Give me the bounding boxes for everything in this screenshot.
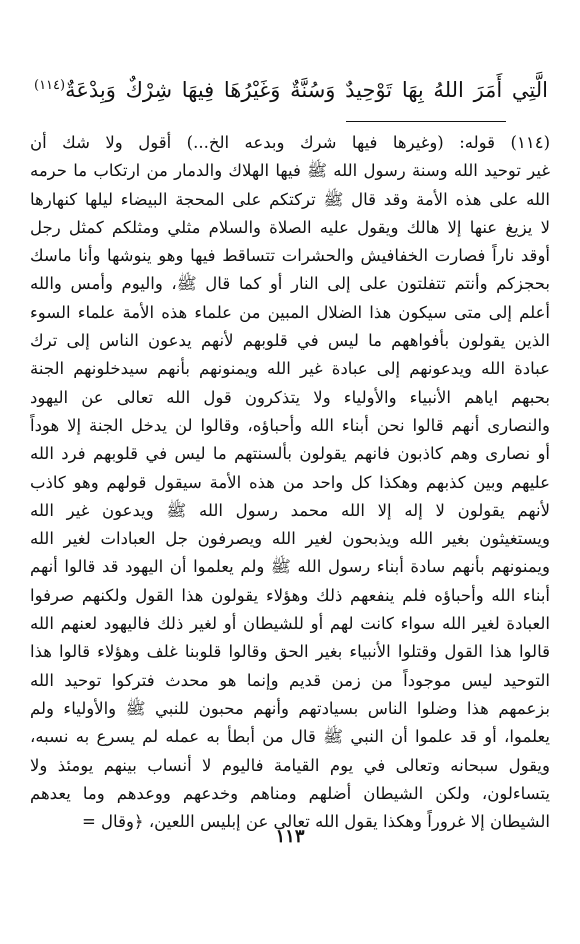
commentary-line: بحبهم اياهم الأنبياء والأولياء ولا يتذكرون قول الله تعالى عن اليهود bbox=[30, 387, 550, 407]
verse-footnote-ref: (١١٤) bbox=[34, 78, 66, 93]
commentary-line: والنصارى أنهم قالوا نحن أبناء الله وأحباؤه، وقالوا لن يدخل الجنة إلا هوداً bbox=[30, 415, 550, 435]
commentary-line: أوقد ناراً فصارت الخفافيش والحشرات تتساقط فيها وهو ينوشها وأنا ماسك bbox=[30, 246, 550, 266]
commentary-line: الشيطان إلا غروراً وهكذا يقول الله تعالى عن إبليس اللعين، ﴿وقال = bbox=[81, 812, 550, 832]
commentary-line: الذين يقولون بأفواههم ما ليس في قلوبهم لأنهم يدعون الناس إلى ترك bbox=[30, 331, 550, 351]
commentary-line: قالوا هذا القول وقتلوا الأنبياء بغير الحق وقالوا قلوبنا غلف وهؤلاء قالوا هذا bbox=[30, 642, 550, 662]
commentary-line: يتساءلون، ولكن الشيطان أضلهم ومناهم وخدعهم ووعدهم وما يعدهم bbox=[30, 783, 550, 803]
commentary-line: بزعمهم هذا وضلوا الناس بسيادتهم وأنهم محبون للنبي ﷺ والأولياء ولم bbox=[30, 698, 550, 718]
commentary-line: غير توحيد الله وسنة رسول الله ﷺ فيها الهلاك والدمار من ارتكاب ما حرمه bbox=[30, 161, 550, 181]
commentary-line: عليهم وبين كذبهم وهكذا كل واحد من هذه الأمة سيقول قولهم وهو كاذب bbox=[30, 472, 550, 492]
commentary-line: التوحيد ليس موجوداً من زمن قديم وإنما هو محدث فتركوا توحيد الله bbox=[30, 670, 550, 690]
commentary-line: يعلموا، أو قد علموا أن النبي ﷺ قال من أبطأ به عمله لم يسرع به نسبه، bbox=[30, 727, 550, 747]
commentary-line: ويمنونهم بأنهم سادة أبناء رسول الله ﷺ ولم يعلموا أن اليهود قد قالوا أنهم bbox=[30, 557, 550, 577]
commentary-line: عبادة الله ويدعونهم إلى عبادة غير الله ويمنونهم بأنهم سيدخلونهم الجنة bbox=[30, 359, 550, 379]
footnote-separator bbox=[346, 121, 506, 122]
commentary-line: ويستغيثون بغير الله ويذبحون لغير الله ويصرفون جل العبادات لغير الله bbox=[30, 529, 550, 549]
commentary-line: ويقول سبحانه وتعالى في يوم القيامة فاليوم لا أنساب بينهم يومئذ ولا bbox=[30, 755, 550, 775]
commentary-line: لأنهم يقولون لا إله إلا الله محمد رسول الله ﷺ ويدعون غير الله bbox=[30, 500, 550, 520]
commentary-line: أو نصارى وهم كاذبون فانهم يقولون بألسنتهم ما ليس في قلوبهم فرد الله bbox=[30, 444, 550, 464]
commentary-line: أعلم إلى متى سيكون هذا الضلال المبين من علماء هذه الأمة علماء السوء bbox=[30, 302, 550, 322]
commentary-line: (١١٤) قوله: (وغيرها فيها شرك وبدعه الخ...) أقول ولا شك أن bbox=[30, 133, 550, 152]
footnote-commentary bbox=[30, 129, 550, 836]
page-number: ١١٣ bbox=[275, 826, 305, 847]
verse-text: الَّتِي أَمَرَ اللهُ بِهَا تَوْحِيدٌ وَسُنَّةٌ وَغَيْرُهَا فِيهَا شِرْكٌ وَبِدْعَةٌ bbox=[65, 78, 548, 102]
commentary-line: لا يزيغ عنها إلا هالك ويقول عليه الصلاة والسلام مثلي ومثلكم كمثل رجل bbox=[30, 217, 550, 237]
commentary-line: الله على هذه الأمة وقد قال ﷺ تركتكم على المحجة البيضاء ليلها كنهارها bbox=[30, 189, 550, 209]
commentary-line: أبناء الله وأحباؤه فلم ينفعهم ذلك وهؤلاء يقولون هذا القول ولكنهم صرفوا bbox=[30, 585, 550, 605]
commentary-line: بحجزكم وأنتم تتفلتون على إلى النار أو كما قال ﷺ، واليوم وأمس والله bbox=[30, 274, 550, 294]
commentary-line: العبادة لغير الله سواء كانت لهم أو للشيطان أو لغير ذلك فاليهود لعنهم الله bbox=[30, 614, 550, 634]
verse-line bbox=[34, 66, 548, 110]
